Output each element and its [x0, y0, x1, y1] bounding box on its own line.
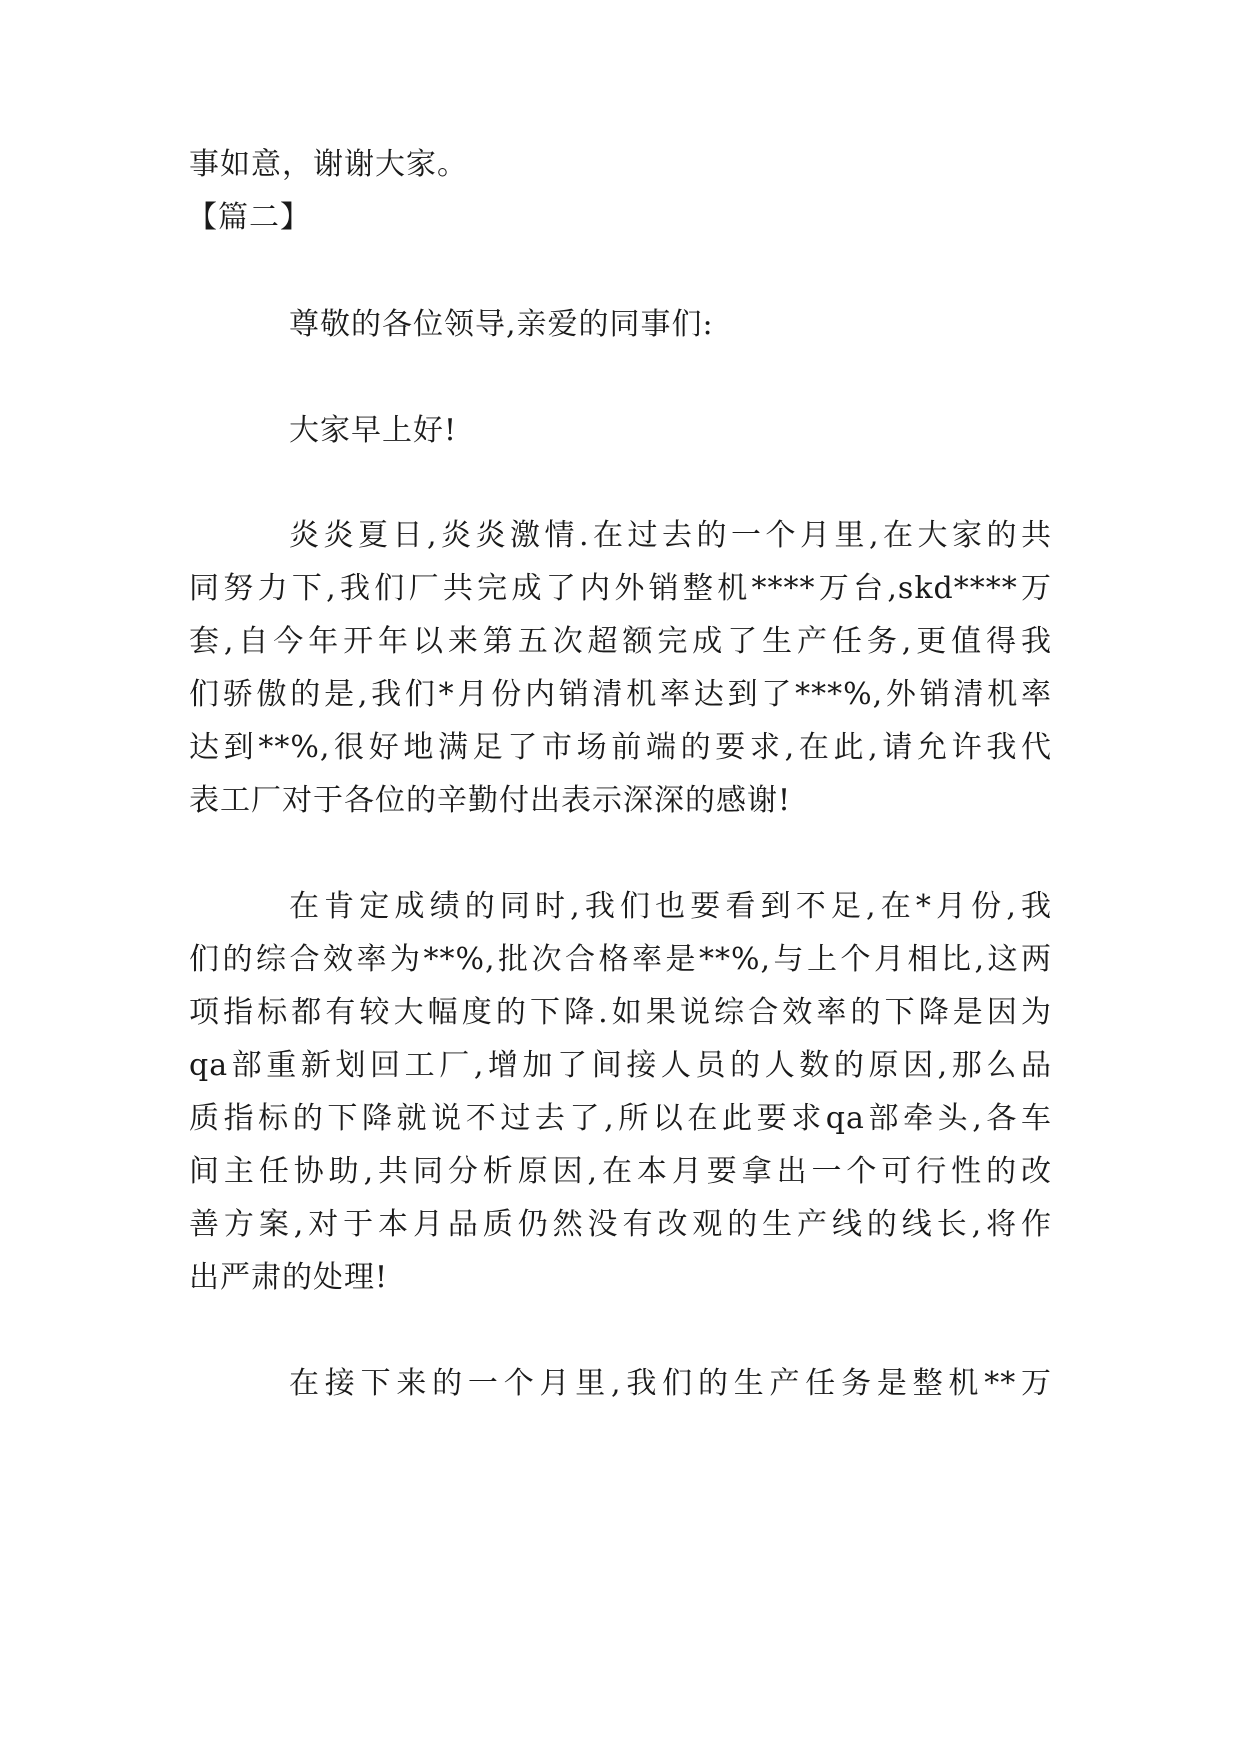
paragraph-2-line-5: 质指标的下降就说不过去了,所以在此要求qa部牵头,各车 [189, 1101, 1052, 1136]
paragraph-3-line-1: 在接下来的一个月里,我们的生产任务是整机**万 [289, 1366, 1052, 1401]
closing-line: 事如意，谢谢大家。 [189, 147, 468, 182]
paragraph-1-line-5: 达到**%,很好地满足了市场前端的要求,在此,请允许我代 [189, 730, 1052, 765]
paragraph-2-line-7: 善方案,对于本月品质仍然没有改观的生产线的线长,将作 [189, 1207, 1052, 1242]
salutation: 尊敬的各位领导,亲爱的同事们: [289, 307, 714, 342]
paragraph-1-line-3: 套,自今年开年以来第五次超额完成了生产任务,更值得我 [189, 624, 1052, 659]
paragraph-2-line-1: 在肯定成绩的同时,我们也要看到不足,在*月份,我 [289, 889, 1052, 924]
paragraph-1-line-4: 们骄傲的是,我们*月份内销清机率达到了***%,外销清机率 [189, 677, 1052, 712]
paragraph-1-line-1: 炎炎夏日,炎炎激情.在过去的一个月里,在大家的共 [289, 518, 1052, 553]
paragraph-2-line-6: 间主任协助,共同分析原因,在本月要拿出一个可行性的改 [189, 1154, 1052, 1189]
paragraph-1-line-6: 表工厂对于各位的辛勤付出表示深深的感谢! [189, 783, 792, 818]
paragraph-2-line-4: qa部重新划回工厂,增加了间接人员的人数的原因,那么品 [189, 1048, 1052, 1083]
paragraph-2-line-2: 们的综合效率为**%,批次合格率是**%,与上个月相比,这两 [189, 942, 1052, 977]
paragraph-1-line-2: 同努力下,我们厂共完成了内外销整机****万台,skd****万 [189, 571, 1052, 606]
greeting: 大家早上好! [289, 413, 458, 448]
paragraph-2-line-8: 出严肃的处理! [189, 1260, 389, 1295]
section-heading: 【篇二】 [187, 200, 311, 235]
paragraph-2-line-3: 项指标都有较大幅度的下降.如果说综合效率的下降是因为 [189, 995, 1052, 1030]
